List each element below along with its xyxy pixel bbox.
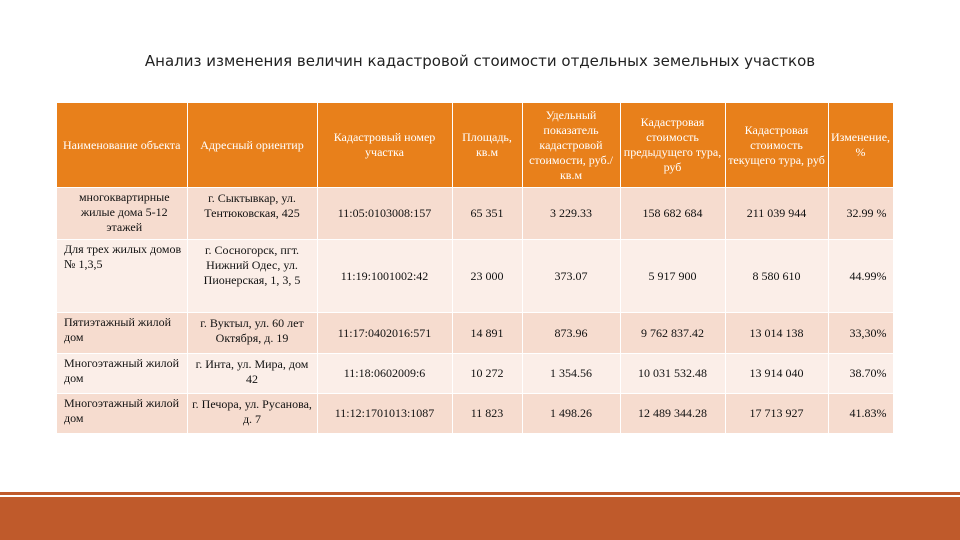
table-row bbox=[57, 313, 893, 354]
footer-divider bbox=[0, 492, 960, 495]
cell-specific-value: 373.07 bbox=[522, 240, 620, 313]
table-row bbox=[57, 394, 893, 434]
cell-change: 32.99 % bbox=[828, 188, 893, 240]
cell-cadastral-number: 11:18:0602009:6 bbox=[317, 354, 452, 394]
cell-object-name: Для трех жилых домов № 1,3,5 bbox=[57, 240, 187, 313]
header-specific-value: Удельный показатель кадастровой стоимости, руб./кв.м bbox=[522, 103, 620, 188]
cell-cadastral-number: 11:05:0103008:157 bbox=[317, 188, 452, 240]
cell-address: г. Сыктывкар, ул. Тентюковская, 425 bbox=[187, 188, 317, 240]
cell-change: 38.70% bbox=[828, 354, 893, 394]
cell-object-name: Пятиэтажный жилой дом bbox=[57, 313, 187, 354]
table-row bbox=[57, 188, 893, 240]
cell-cadastral-number: 11:17:0402016:571 bbox=[317, 313, 452, 354]
cell-current-value: 211 039 944 bbox=[725, 188, 828, 240]
cell-current-value: 8 580 610 bbox=[725, 240, 828, 313]
cell-cadastral-number: 11:19:1001002:42 bbox=[317, 240, 452, 313]
cell-address: г. Печора, ул. Русанова, д. 7 bbox=[187, 394, 317, 434]
header-area: Площадь, кв.м bbox=[452, 103, 522, 188]
cell-previous-value: 158 682 684 bbox=[620, 188, 725, 240]
header-address: Адресный ориентир bbox=[187, 103, 317, 188]
cell-area: 23 000 bbox=[452, 240, 522, 313]
cell-address: г. Инта, ул. Мира, дом 42 bbox=[187, 354, 317, 394]
cell-address: г. Сосногорск, пгт. Нижний Одес, ул. Пионерская, 1, 3, 5 bbox=[187, 240, 317, 313]
table-row bbox=[57, 354, 893, 394]
slide-title: Анализ изменения величин кадастровой стоимости отдельных земельных участков bbox=[144, 52, 816, 70]
header-object-name: Наименование объекта bbox=[57, 103, 187, 188]
cell-change: 41.83% bbox=[828, 394, 893, 434]
header-change: Изменение, % bbox=[828, 103, 893, 188]
header-cadastral-number: Кадастровый номер участка bbox=[317, 103, 452, 188]
cell-address: г. Вуктыл, ул. 60 лет Октября, д. 19 bbox=[187, 313, 317, 354]
cell-specific-value: 1 354.56 bbox=[522, 354, 620, 394]
cell-area: 14 891 bbox=[452, 313, 522, 354]
cell-previous-value: 10 031 532.48 bbox=[620, 354, 725, 394]
cell-object-name: Многоэтажный жилой дом bbox=[57, 394, 187, 434]
cell-specific-value: 873.96 bbox=[522, 313, 620, 354]
cell-change: 44.99% bbox=[828, 240, 893, 313]
cell-previous-value: 12 489 344.28 bbox=[620, 394, 725, 434]
cell-change: 33,30% bbox=[828, 313, 893, 354]
cell-current-value: 13 914 040 bbox=[725, 354, 828, 394]
cell-area: 10 272 bbox=[452, 354, 522, 394]
cell-specific-value: 3 229.33 bbox=[522, 188, 620, 240]
cell-current-value: 13 014 138 bbox=[725, 313, 828, 354]
cell-previous-value: 9 762 837.42 bbox=[620, 313, 725, 354]
cell-object-name: Многоэтажный жилой дом bbox=[57, 354, 187, 394]
cell-current-value: 17 713 927 bbox=[725, 394, 828, 434]
cadastral-value-table bbox=[57, 103, 894, 434]
cell-previous-value: 5 917 900 bbox=[620, 240, 725, 313]
cell-area: 65 351 bbox=[452, 188, 522, 240]
cell-area: 11 823 bbox=[452, 394, 522, 434]
cell-specific-value: 1 498.26 bbox=[522, 394, 620, 434]
header-current-value: Кадастровая стоимость текущего тура, руб bbox=[725, 103, 828, 188]
cell-object-name: многоквартирные жилые дома 5-12 этажей bbox=[57, 188, 187, 240]
header-row bbox=[57, 103, 893, 188]
footer-bar bbox=[0, 497, 960, 540]
cell-cadastral-number: 11:12:1701013:1087 bbox=[317, 394, 452, 434]
table-row bbox=[57, 240, 893, 313]
header-previous-value: Кадастровая стоимость предыдущего тура, руб bbox=[620, 103, 725, 188]
